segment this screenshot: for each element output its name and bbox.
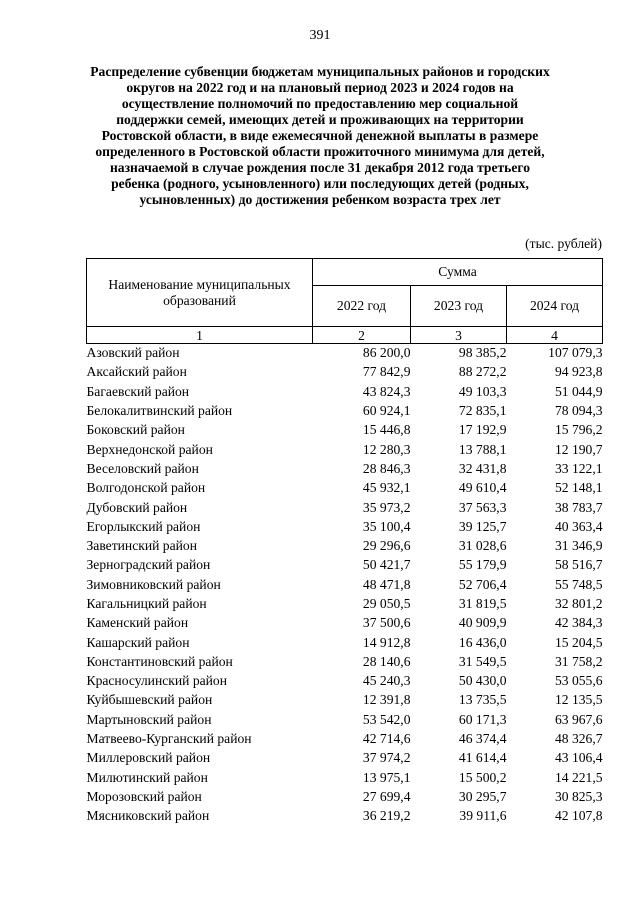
table-row	[87, 401, 603, 420]
value-2024: 33 122,1	[554, 460, 603, 476]
value-2023: 16 436,0	[458, 634, 507, 650]
document-title: Распределение субвенции бюджетам муниципальных районов и городских округов на 2022 год и на плановый период 2023 и 2024 годов на осуществление полномочий по предоставлению мер социальной поддержки семей, имеющих детей и проживающих на территории Ростовской области, в виде ежемесячной денежной выплаты в размере определенного в Ростовской области прожиточного минимума для детей, назначаемой в случае рождения после 31 декабря 2012 года третьего ребенка (родного, усыновленного) или последующих детей (родных, усыновленных) до достижения ребенком возраста трех лет	[90, 64, 550, 207]
district-name: Заветинский район	[86, 538, 197, 554]
table-body	[87, 344, 603, 826]
value-2024: 31 346,9	[554, 538, 603, 554]
value-2024: 78 094,3	[554, 403, 603, 419]
table-row	[87, 652, 603, 671]
table-row	[87, 517, 603, 536]
units-label: (тыс. рублей)	[525, 236, 602, 251]
value-2022: 29 050,5	[362, 596, 411, 611]
table-row	[87, 807, 603, 826]
value-2022: 12 391,8	[362, 692, 411, 708]
value-2022: 86 200,0	[362, 345, 411, 361]
value-2022: 13 975,1	[362, 769, 411, 785]
district-name: Багаевский район	[86, 383, 190, 399]
value-2023: 31 028,6	[458, 538, 507, 554]
district-name: Дубовский район	[86, 499, 188, 515]
value-2024: 63 967,6	[554, 711, 603, 727]
district-name: Аксайский район	[86, 364, 187, 380]
value-2022: 28 846,3	[362, 460, 411, 476]
value-2022: 77 842,9	[362, 364, 411, 380]
district-name: Константиновский район	[86, 653, 233, 669]
table-row	[87, 672, 603, 691]
value-2024: 107 079,3	[548, 345, 603, 361]
table-row	[87, 344, 603, 363]
value-2024: 51 044,9	[554, 383, 603, 399]
value-2023: 37 563,3	[458, 499, 507, 515]
value-2023: 30 295,7	[458, 788, 507, 804]
value-2022: 45 932,1	[362, 480, 411, 496]
header-year-2022: 2022 год	[313, 286, 411, 327]
value-2024: 53 055,6	[554, 673, 603, 689]
header-sum: Сумма	[313, 259, 603, 286]
value-2024: 15 796,2	[554, 422, 603, 438]
value-2024: 14 221,5	[554, 769, 603, 785]
district-name: Милютинский район	[86, 769, 208, 785]
value-2022: 29 296,6	[362, 538, 411, 554]
value-2022: 14 912,8	[362, 634, 411, 650]
table-row	[87, 633, 603, 652]
district-name: Волгодонской район	[86, 480, 206, 496]
table-row	[87, 363, 603, 382]
value-2022: 37 500,6	[362, 615, 411, 631]
value-2023: 49 103,3	[458, 383, 507, 399]
value-2023: 46 374,4	[458, 731, 507, 747]
district-name: Егорлыкский район	[86, 518, 201, 534]
value-2024: 12 135,5	[554, 692, 603, 708]
table-row	[87, 498, 603, 517]
value-2024: 15 204,5	[554, 634, 603, 650]
district-name: Белокалитвинский район	[86, 403, 233, 419]
value-2023: 39 125,7	[458, 518, 507, 534]
value-2024: 52 148,1	[554, 480, 603, 496]
value-2024: 32 801,2	[554, 596, 603, 611]
value-2022: 60 924,1	[362, 403, 411, 419]
value-2023: 13 788,1	[458, 441, 507, 457]
district-name: Красносулинский район	[86, 673, 227, 689]
table-row	[87, 575, 603, 594]
value-2024: 40 363,4	[554, 518, 603, 534]
table-row	[87, 768, 603, 787]
value-2024: 42 384,3	[554, 615, 603, 631]
value-2024: 94 923,8	[554, 364, 603, 380]
value-2023: 13 735,5	[458, 692, 507, 708]
district-name: Верхнедонской район	[86, 441, 213, 457]
table-row	[87, 749, 603, 768]
table-row	[87, 479, 603, 498]
district-name: Веселовский район	[86, 460, 199, 476]
table-row	[87, 594, 603, 613]
district-name: Каменский район	[86, 615, 189, 631]
value-2022: 50 421,7	[362, 557, 411, 573]
value-2022: 35 100,4	[362, 518, 411, 534]
value-2022: 36 219,2	[362, 808, 411, 824]
value-2022: 53 542,0	[362, 711, 411, 727]
value-2023: 60 171,3	[458, 711, 507, 727]
table-row	[87, 536, 603, 555]
header-year-2024: 2024 год	[507, 286, 603, 327]
value-2023: 98 385,2	[458, 345, 507, 361]
column-number-1: 1	[87, 327, 313, 344]
district-name: Кашарский район	[86, 634, 190, 650]
value-2023: 39 911,6	[459, 808, 507, 824]
district-name: Кагальницкий район	[86, 596, 207, 611]
district-name: Мясниковский район	[86, 808, 210, 824]
value-2022: 48 471,8	[362, 576, 411, 592]
district-name: Морозовский район	[86, 788, 202, 804]
value-2024: 58 516,7	[554, 557, 603, 573]
table-row	[87, 382, 603, 401]
value-2023: 31 819,5	[458, 596, 507, 611]
table-row	[87, 787, 603, 806]
value-2023: 15 500,2	[458, 769, 507, 785]
district-name: Зимовниковский район	[86, 576, 221, 592]
value-2023: 41 614,4	[458, 750, 507, 766]
table-row	[87, 729, 603, 748]
value-2024: 55 748,5	[554, 576, 603, 592]
table-row	[87, 614, 603, 633]
district-name: Куйбышевский район	[86, 692, 213, 708]
value-2023: 88 272,2	[458, 364, 507, 380]
value-2022: 37 974,2	[362, 750, 411, 766]
column-number-3: 3	[411, 327, 507, 344]
value-2024: 43 106,4	[554, 750, 603, 766]
district-name: Мартыновский район	[86, 711, 212, 727]
table-row	[87, 710, 603, 729]
value-2024: 48 326,7	[554, 731, 603, 747]
district-name: Зерноградский район	[86, 557, 211, 573]
value-2023: 40 909,9	[458, 615, 507, 631]
column-number-2: 2	[313, 327, 411, 344]
header-year-2023: 2023 год	[411, 286, 507, 327]
district-name: Азовский район	[86, 345, 180, 361]
value-2022: 43 824,3	[362, 383, 411, 399]
allocation-table	[86, 258, 603, 826]
value-2022: 35 973,2	[362, 499, 411, 515]
district-name: Матвеево-Курганский район	[86, 731, 252, 747]
value-2024: 31 758,2	[554, 653, 603, 669]
table-row	[87, 440, 603, 459]
value-2023: 52 706,4	[458, 576, 507, 592]
value-2024: 42 107,8	[554, 808, 603, 824]
value-2022: 28 140,6	[362, 653, 411, 669]
district-name: Боковский район	[86, 422, 185, 438]
value-2023: 72 835,1	[458, 403, 507, 419]
header-name: Наименование муниципальных образований	[87, 259, 313, 327]
value-2023: 32 431,8	[458, 460, 507, 476]
value-2023: 49 610,4	[458, 480, 507, 496]
value-2023: 17 192,9	[458, 422, 507, 438]
value-2023: 50 430,0	[458, 673, 507, 689]
value-2024: 12 190,7	[554, 441, 603, 457]
value-2023: 31 549,5	[458, 653, 507, 669]
column-number-4: 4	[507, 327, 603, 344]
district-name: Миллеровский район	[86, 750, 211, 766]
value-2024: 30 825,3	[554, 788, 603, 804]
table-header	[87, 259, 603, 344]
value-2022: 42 714,6	[362, 731, 411, 747]
table-row	[87, 421, 603, 440]
table-row	[87, 459, 603, 478]
value-2024: 38 783,7	[554, 499, 603, 515]
value-2022: 45 240,3	[362, 673, 411, 689]
value-2023: 55 179,9	[458, 557, 507, 573]
value-2022: 27 699,4	[362, 788, 411, 804]
value-2022: 12 280,3	[362, 441, 411, 457]
page-number: 391	[309, 28, 331, 43]
value-2022: 15 446,8	[362, 422, 411, 438]
table-row	[87, 691, 603, 710]
table-row	[87, 556, 603, 575]
